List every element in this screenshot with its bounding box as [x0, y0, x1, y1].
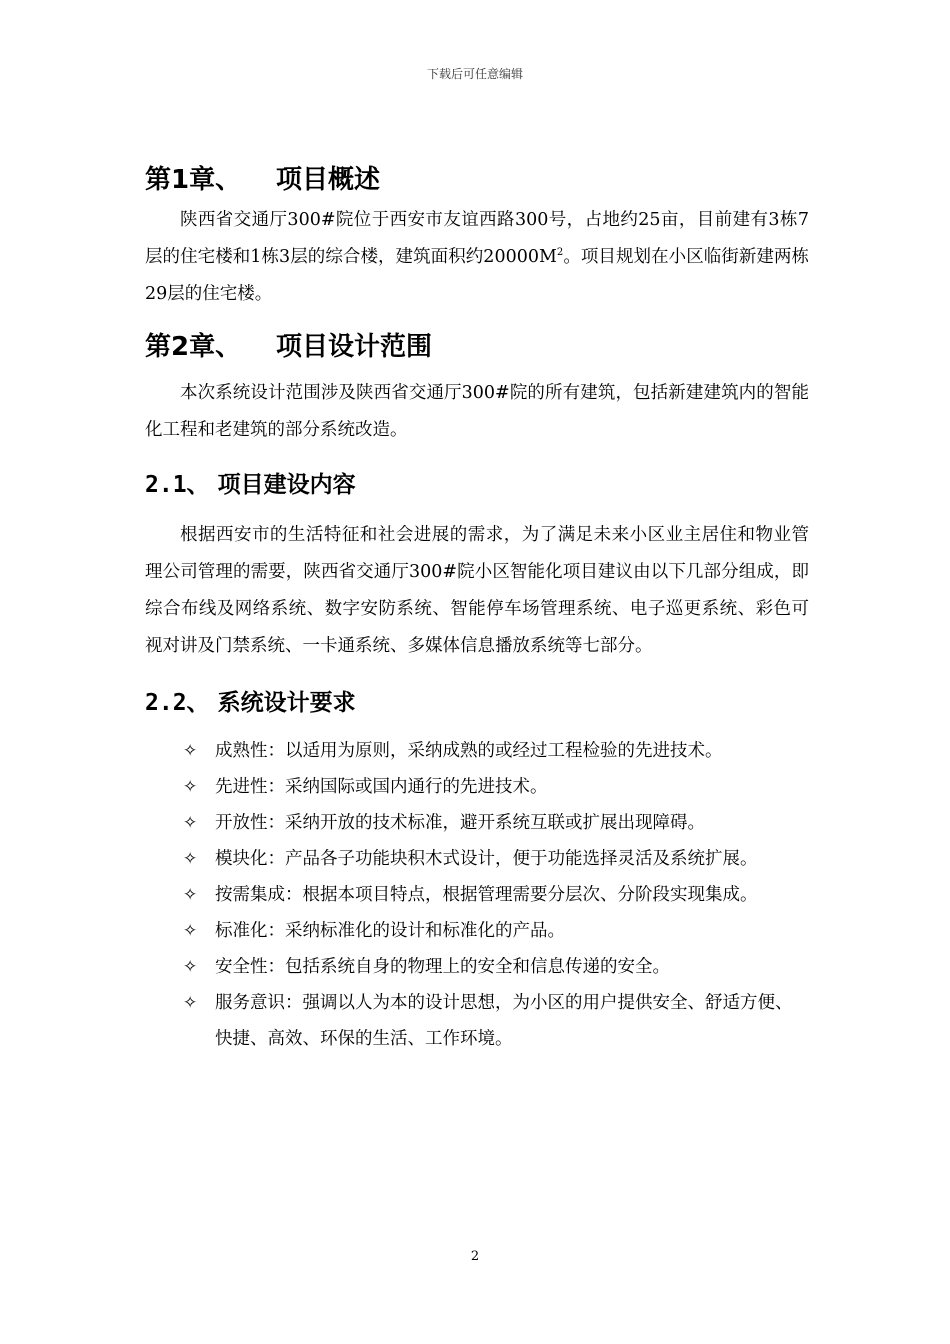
- list-item: [145, 913, 809, 949]
- page-number: 2: [470, 1249, 480, 1264]
- superscript-2: 2: [556, 247, 564, 259]
- diamond-bullet-icon: ✧: [183, 957, 198, 977]
- chapter-1-paragraph-b: 。项目规划在小区临街新建两栋29层的住宅楼。: [145, 247, 810, 304]
- diamond-bullet-icon: ✧: [183, 849, 198, 869]
- list-item-text: 开放性：采纳开放的技术标准，避开系统互联或扩展出现障碍。: [215, 813, 705, 833]
- section-2-2-number: 2.2、: [145, 690, 210, 716]
- diamond-bullet-icon: ✧: [183, 741, 198, 761]
- list-item: [145, 877, 809, 913]
- section-2-2-heading: [145, 685, 809, 721]
- list-item: [145, 841, 809, 877]
- chapter-1-heading: [145, 160, 809, 200]
- chapter-1-paragraph-a: 陕西省交通厅300#院位于西安市友谊西路300号，占地约25亩，目前建有3栋7层的住宅楼和1栋3层的综合楼，建筑面积约20000M: [145, 210, 809, 267]
- diamond-bullet-icon: ✧: [183, 921, 198, 941]
- list-item-text: 标准化：采纳标准化的设计和标准化的产品。: [215, 921, 565, 941]
- diamond-bullet-icon: ✧: [183, 777, 198, 797]
- page-header: 下载后可任意编辑: [426, 67, 523, 81]
- diamond-bullet-icon: ✧: [183, 993, 198, 1013]
- chapter-2-paragraph: 本次系统设计范围涉及陕西省交通厅300#院的所有建筑，包括新建建筑内的智能化工程和老建筑的部分系统改造。: [145, 383, 809, 440]
- section-2-1-heading: [145, 467, 809, 503]
- chapter-2-title: 项目设计范围: [276, 332, 433, 362]
- chapter-2-heading: [145, 327, 809, 367]
- design-requirements-list: [145, 733, 809, 1057]
- chapter-2-number: 第2章、: [145, 332, 242, 362]
- list-item-text: 先进性：采纳国际或国内通行的先进技术。: [215, 777, 548, 797]
- list-item: [145, 985, 809, 1057]
- chapter-1-number: 第1章、: [145, 165, 242, 195]
- list-item: [145, 949, 809, 985]
- list-item-text: 成熟性：以适用为原则，采纳成熟的或经过工程检验的先进技术。: [215, 741, 723, 761]
- chapter-1-title: 项目概述: [276, 165, 381, 195]
- section-2-2-title: 系统设计要求: [217, 690, 356, 716]
- list-item-text: 安全性：包括系统自身的物理上的安全和信息传递的安全。: [215, 957, 670, 977]
- section-2-1-paragraph: 根据西安市的生活特征和社会进展的需求，为了满足未来小区业主居住和物业管理公司管理的需要，陕西省交通厅300#院小区智能化项目建议由以下几部分组成，即综合布线及网络系统、数字安防系统、智能停车场管理系统、电子巡更系统、彩色可视对讲及门禁系统、一卡通系统、多媒体信息播放系统等七部分。: [145, 525, 809, 656]
- diamond-bullet-icon: ✧: [183, 885, 198, 905]
- list-item-text: 服务意识：强调以人为本的设计思想，为小区的用户提供安全、舒适方便、快捷、高效、环保的生活、工作环境。: [215, 993, 793, 1049]
- section-2-1-title: 项目建设内容: [217, 472, 356, 498]
- chapter-1-paragraph: [145, 202, 809, 313]
- list-item-text: 模块化：产品各子功能块积木式设计，便于功能选择灵活及系统扩展。: [215, 849, 758, 869]
- list-item: [145, 805, 809, 841]
- list-item: [145, 733, 809, 769]
- document-body: [145, 160, 809, 1057]
- diamond-bullet-icon: ✧: [183, 813, 198, 833]
- list-item-text: 按需集成：根据本项目特点，根据管理需要分层次、分阶段实现集成。: [215, 885, 758, 905]
- list-item: [145, 769, 809, 805]
- section-2-1-number: 2.1、: [145, 472, 210, 498]
